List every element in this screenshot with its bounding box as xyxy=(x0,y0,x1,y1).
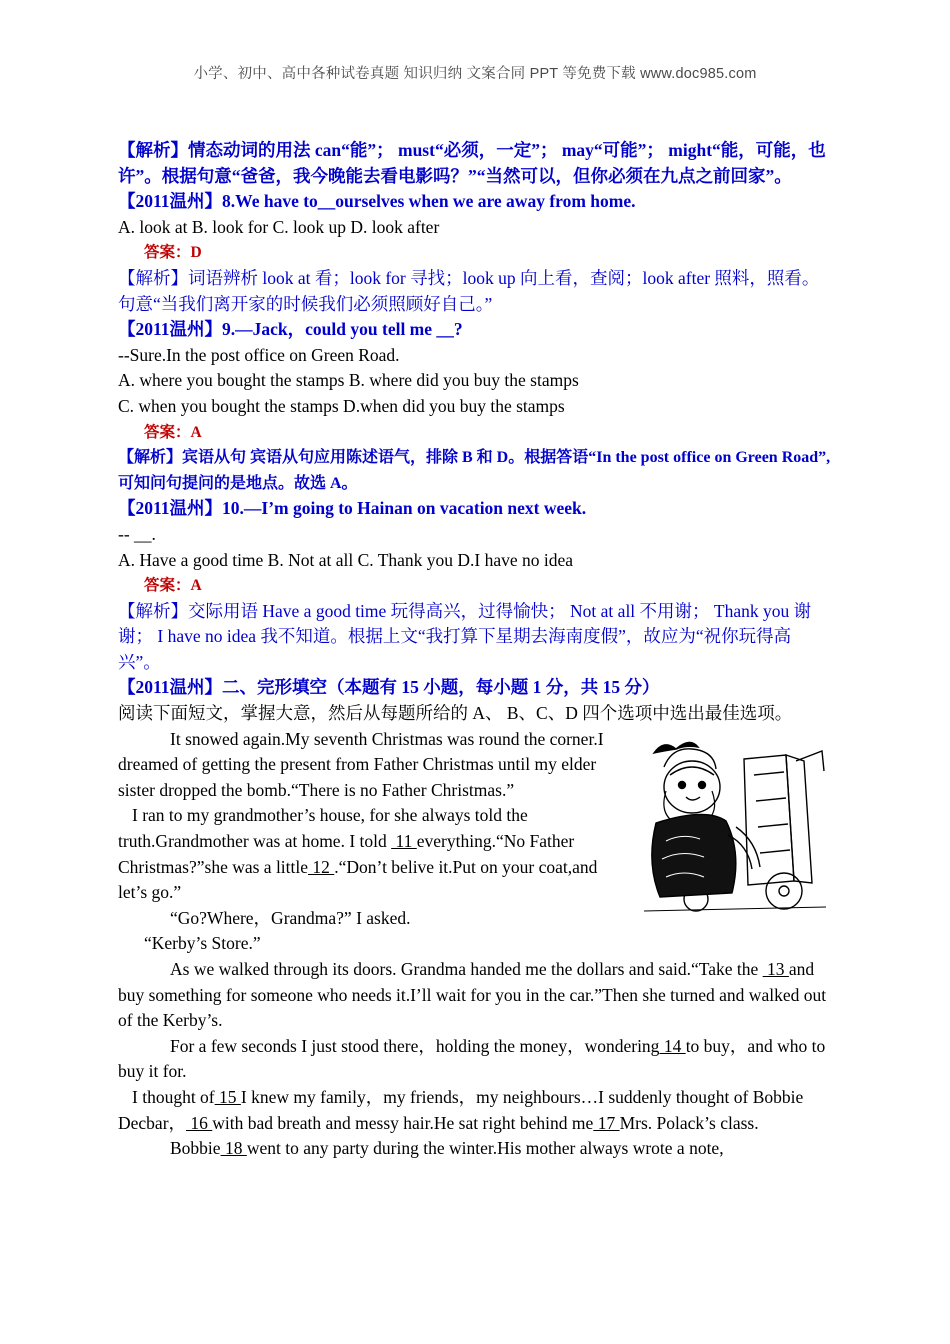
cloze-p1-text: It snowed again.My seventh Christmas was round the corner.I dreamed of getting the present from Father Christmas until my elder sister dropped the bomb.“There is no Father Christmas.” xyxy=(118,728,604,800)
question-9-options-ab: A. where you bought the stamps B. where did you buy the stamps xyxy=(118,370,579,391)
cloze-blank-18: 18 xyxy=(220,1138,247,1159)
question-10-reply: -- __. xyxy=(118,523,156,544)
cloze-p7-text-b: I knew my family，my friends，my neighbours…I suddenly thought of Bobbie Decbar， xyxy=(118,1086,804,1133)
section-2-title xyxy=(118,675,832,701)
cloze-blank-15: 15 xyxy=(214,1086,241,1107)
cloze-p7-text-d: Mrs. Polack’s class. xyxy=(619,1112,759,1133)
question-10-stem: 【2011温州】10.—I’m going to Hainan on vacation next week. xyxy=(118,498,587,519)
section-2-title-text: 【2011温州】二、完形填空（本题有 15 小题，每小题 1 分，共 15 分） xyxy=(118,677,660,698)
question-9-stem: 【2011温州】9.—Jack，could you tell me __? xyxy=(118,319,463,340)
question-10-options: A. Have a good time B. Not at all C. Thank you D.I have no idea xyxy=(118,549,574,570)
cloze-blank-12: 12 xyxy=(308,856,335,877)
cloze-p8-text-b: went to any party during the winter.His mother always wrote a note, xyxy=(246,1138,724,1159)
document-content xyxy=(118,138,832,1162)
christmas-illustration xyxy=(636,731,832,919)
cloze-paragraph-5 xyxy=(118,957,832,1034)
cloze-blank-11: 11 xyxy=(391,831,417,852)
analysis-modal-verbs: 【解析】情态动词的用法 can“能”； must“必须，一定”； may“可能”； might“能，可能，也许”。根据句意“爸爸，我今晚能去看电影吗？”“当然可以，但你必须在九点之前回家”。 xyxy=(118,140,826,186)
cloze-p2-text-b: everything.“No Father Christmas?”she was a little xyxy=(118,831,575,877)
question-9-answer: 答案：A xyxy=(144,423,202,441)
question-8-source: 【2011温州】8.We have to__ourselves when we are away from home. xyxy=(118,191,636,212)
cloze-paragraph-3: “Go?Where，Grandma?” I asked. xyxy=(170,907,411,928)
cloze-blank-16: 16 xyxy=(186,1112,213,1133)
cloze-paragraph-4: “Kerby’s Store.” xyxy=(144,933,261,954)
question-10-analysis: 【解析】交际用语 Have a good time 玩得高兴，过得愉快； Not at all 不用谢； Thank you 谢谢； I have no idea 我不知道。根据上文“我打算下星期去海南度假”，故应为“祝你玩得高兴”。 xyxy=(118,600,812,672)
cloze-p2-text-a: I ran to my grandmother’s house, for she always told the truth.Grandmother was at home. I told xyxy=(118,805,528,852)
cloze-paragraph-8 xyxy=(118,1136,832,1162)
cloze-blank-13: 13 xyxy=(762,959,789,979)
cloze-p5-text-a: As we walked through its doors. Grandma handed me the dollars and said.“Take the xyxy=(170,959,763,979)
cloze-p6-text-a: For a few seconds I just stood there，holding the money，wondering xyxy=(170,1035,660,1056)
cloze-p2-text-c: .“Don’t belive it.Put on your coat,and let’s go.” xyxy=(118,856,598,903)
cloze-paragraph-7 xyxy=(118,1085,832,1136)
cloze-p5-text-b: and buy something for someone who needs it.I’ll wait for you in the car.”Then she turned and walked out of the Kerby’s. xyxy=(118,959,827,1031)
question-10-answer: 答案：A xyxy=(144,577,202,595)
watermark-text: 小学、初中、高中各种试卷真题 知识归纳 文案合同 PPT 等免费下载 www.doc985.com xyxy=(193,66,757,82)
question-8-answer: 答案：D xyxy=(144,244,202,262)
cloze-p6-text-b: to buy，and who to buy it for. xyxy=(118,1035,826,1082)
cloze-p7-text-a: I thought of xyxy=(132,1086,215,1107)
cloze-blank-17: 17 xyxy=(593,1112,620,1133)
cloze-passage xyxy=(118,727,832,1162)
cloze-p7-text-c: with bad breath and messy hair.He sat right behind me xyxy=(212,1112,594,1133)
cloze-p8-text-a: Bobbie xyxy=(170,1138,221,1159)
question-8-analysis: 【解析】词语辨析 look at 看；look for 寻找；look up 向上看，查阅；look after 照料，照看。句意“当我们离开家的时候我们必须照顾好自己。” xyxy=(118,267,820,314)
section-2-instruction: 阅读下面短文，掌握大意，然后从每题所给的 A、 B、C、D 四个选项中选出最佳选项。 xyxy=(118,703,793,724)
question-8-stem xyxy=(118,189,832,215)
cloze-paragraph-6 xyxy=(118,1034,832,1085)
question-9-reply: --Sure.In the post office on Green Road. xyxy=(118,344,400,365)
question-9-analysis: 【解析】宾语从句 宾语从句应用陈述语气，排除 B 和 D。根据答语“In the post office on Green Road”,可知问句提问的是地点。故选 A。 xyxy=(118,449,831,492)
question-8-options: A. look at B. look for C. look up D. look after xyxy=(118,216,440,237)
question-9-options-cd: C. when you bought the stamps D.when did you buy the stamps xyxy=(118,395,565,416)
cloze-blank-14: 14 xyxy=(659,1035,686,1056)
